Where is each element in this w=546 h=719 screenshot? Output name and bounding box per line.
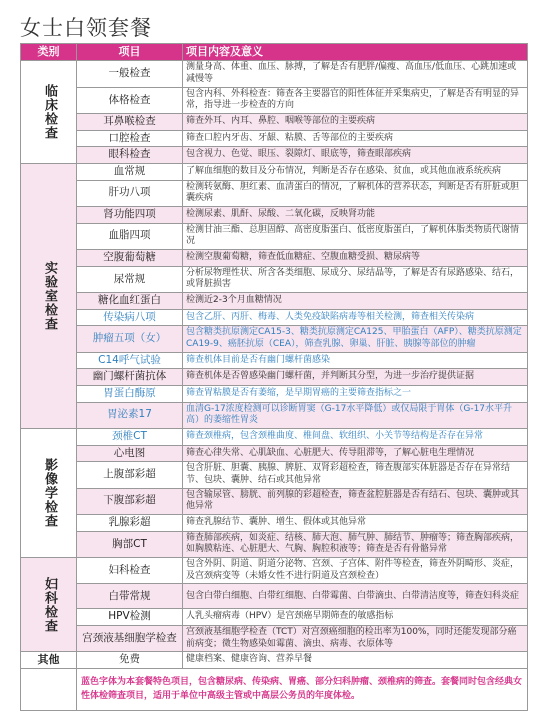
table-row [21, 206, 528, 223]
item-name: 血脂四项 [77, 223, 183, 249]
item-name: 免费 [77, 652, 183, 669]
item-name: 颈椎CT [77, 428, 183, 445]
item-desc: 包含外阴、阴道、阴道分泌物、宫颈、子宫体、附件等检查，筛查外阴畸形、炎症，及宫颈病变等（未婚女性不进行阴道及宫颈检查） [183, 558, 528, 584]
category-imaging: 影像学检查 [21, 428, 77, 557]
table-row [21, 147, 528, 164]
item-name: 体格检查 [77, 87, 183, 113]
item-name: 血常规 [77, 163, 183, 180]
table-header [21, 44, 528, 61]
page-title: 女士白领套餐 [20, 16, 152, 40]
item-name: 一般检查 [77, 61, 183, 87]
table-row [21, 61, 528, 87]
table-row [21, 326, 528, 352]
table-row [21, 609, 528, 626]
header-category: 类别 [21, 44, 77, 61]
table-row [21, 531, 528, 557]
item-name: 肝功八项 [77, 180, 183, 206]
item-desc: 检测近2-3个月血糖情况 [183, 293, 528, 310]
item-desc: 包含视力、色觉、眼压、裂隙灯、眼底等，筛查眼部疾病 [183, 147, 528, 164]
item-name: 肾功能四项 [77, 206, 183, 223]
item-name: 耳鼻喉检查 [77, 114, 183, 131]
category-other: 其他 [21, 652, 77, 669]
table-row [21, 163, 528, 180]
item-desc: 包含乙肝、丙肝、梅毒、人类免疫缺陷病毒等相关检测，筛查相关传染病 [183, 309, 528, 326]
item-desc: 检测尿素、肌酐、尿酸、二氧化碳，反映肾功能 [183, 206, 528, 223]
table-row [21, 445, 528, 462]
table-row [21, 266, 528, 292]
table-row [21, 488, 528, 514]
table-row [21, 87, 528, 113]
item-desc: 包含输尿管、膀胱、前列腺的彩超检查，筛查盆腔脏器是否有结石、包块、囊肿或其他异常 [183, 488, 528, 514]
item-name: HPV检测 [77, 609, 183, 626]
item-desc: 健康档案、健康咨询、营养早餐 [183, 652, 528, 669]
item-name: 上腹部彩超 [77, 462, 183, 488]
table-row [21, 352, 528, 369]
table-row [21, 652, 528, 669]
table-row [21, 428, 528, 445]
table-row [21, 385, 528, 402]
table-row [21, 114, 528, 131]
table-row [21, 250, 528, 267]
item-name: C14呼气试验 [77, 352, 183, 369]
item-name: 传染病八项 [77, 309, 183, 326]
item-desc: 人乳头瘤病毒（HPV）是宫颈癌早期筛查的敏感指标 [183, 609, 528, 626]
item-desc: 分析尿物理性状、所含各类细胞、尿成分、尿结晶等，了解是否有尿路感染、结石，或肾脏损害 [183, 266, 528, 292]
item-desc: 筛查机体是否曾感染幽门螺杆菌，并判断其分型，为进一步治疗提供证据 [183, 369, 528, 386]
package-note: 蓝色字体为本套餐特色项目，包含糖尿病、传染病、胃癌、部分妇科肿瘤、颈椎病的筛查。套餐同时包含经典女性体检筛查项目，适用于单位中高级主管或中高层公务员的年度体检。 [77, 669, 528, 711]
item-name: 心电图 [77, 445, 183, 462]
item-name: 妇科检查 [77, 558, 183, 584]
item-desc: 筛查口腔内牙齿、牙龈、粘膜、舌等部位的主要疾病 [183, 130, 528, 147]
item-name: 糖化血红蛋白 [77, 293, 183, 310]
item-desc: 筛查乳腺结节、囊肿、增生、假体或其他异常 [183, 515, 528, 532]
table-row [21, 293, 528, 310]
item-name: 眼科检查 [77, 147, 183, 164]
category-gyn: 妇科检查 [21, 558, 77, 652]
table-row [21, 584, 528, 609]
table-row [21, 558, 528, 584]
item-desc: 包含白带白细胞、白带红细胞、白带霉菌、白带滴虫、白带清洁度等，筛查妇科炎症 [183, 584, 528, 609]
item-desc: 包含肝脏、胆囊、胰腺、脾脏、双肾彩超检查，筛查腹部实体脏器是否存在异常结节、包块、囊肿、结石或其他异常 [183, 462, 528, 488]
category-clinical: 临床检查 [21, 61, 77, 164]
item-desc: 测量身高、体重、血压、脉搏，了解是否有肥胖/偏瘦、高血压/低血压、心跳加速或减慢等 [183, 61, 528, 87]
item-name: 宫颈液基细胞学检查 [77, 626, 183, 652]
item-name: 肿瘤五项（女） [77, 326, 183, 352]
item-desc: 筛查心律失常、心肌缺血、心脏肥大、传导阻滞等，了解心脏电生理情况 [183, 445, 528, 462]
header-item: 项目 [77, 44, 183, 61]
item-desc: 筛查机体目前是否有幽门螺杆菌感染 [183, 352, 528, 369]
item-desc: 筛查颈椎病，包含颈椎曲度、椎间盘、软组织、小关节等结构是否存在异常 [183, 428, 528, 445]
note-spacer [21, 669, 77, 711]
item-desc: 筛查外耳、内耳、鼻腔、咽喉等部位的主要疾病 [183, 114, 528, 131]
table-row [21, 309, 528, 326]
table-row [21, 130, 528, 147]
item-name: 下腹部彩超 [77, 488, 183, 514]
item-desc: 筛查胃粘膜是否有萎缩，是早期胃癌的主要筛查指标之一 [183, 385, 528, 402]
table-row [21, 180, 528, 206]
category-lab: 实验室检查 [21, 163, 77, 428]
package-table [20, 43, 528, 711]
table-row [21, 626, 528, 652]
item-name: 胃蛋白酶原 [77, 385, 183, 402]
item-name: 胃泌素17 [77, 402, 183, 428]
header-content: 项目内容及意义 [183, 44, 528, 61]
item-name: 口腔检查 [77, 130, 183, 147]
item-desc: 宫颈液基细胞学检查（TCT）对宫颈癌细胞的检出率为100%，同时还能发现部分癌前病变；微生物感染如霉菌、滴虫、病毒、衣原体等 [183, 626, 528, 652]
table-row [21, 369, 528, 386]
item-desc: 包含内科、外科检查：筛查各主要器官的阳性体征并采集病史，了解是否有明显的异常，指导进一步检查的方向 [183, 87, 528, 113]
table-row [21, 515, 528, 532]
item-name: 幽门螺杆菌抗体 [77, 369, 183, 386]
note-row [21, 669, 528, 711]
item-desc: 血清G-17浓度检测可以诊断胃窦（G-17水平降低）或仅局限于胃体（G-17水平升高）的萎缩性胃炎 [183, 402, 528, 428]
item-name: 胸部CT [77, 531, 183, 557]
table-row [21, 223, 528, 249]
item-desc: 检测转氨酶、胆红素、血清蛋白的情况，了解机体的营养状态，判断是否有肝脏或胆囊疾病 [183, 180, 528, 206]
item-desc: 检测空腹葡萄糖，筛查低血糖症、空腹血糖受损、糖尿病等 [183, 250, 528, 267]
item-desc: 筛查肺部疾病，如炎症、结核、肺大泡、肺气肿、肺结节、肿瘤等；筛查胸部疾病，如胸膜粘连、心脏肥大、气胸、胸腔积液等；筛查是否有骨骼异常 [183, 531, 528, 557]
item-name: 乳腺彩超 [77, 515, 183, 532]
table-row [21, 402, 528, 428]
item-name: 空腹葡萄糖 [77, 250, 183, 267]
table-row [21, 462, 528, 488]
item-desc: 了解血细胞的数目及分布情况，判断是否存在感染、贫血，或其他血液系统疾病 [183, 163, 528, 180]
item-name: 白带常规 [77, 584, 183, 609]
item-name: 尿常规 [77, 266, 183, 292]
item-desc: 包含糖类抗原测定CA15-3、糖类抗原测定CA125、甲胎蛋白（AFP）、糖类抗原测定CA19-9、癌胚抗原（CEA），筛查乳腺、卵巢、肝脏、胰腺等部位的肿瘤 [183, 326, 528, 352]
item-desc: 检测甘油三酯、总胆固醇、高密度脂蛋白、低密度脂蛋白，了解机体脂类物质代谢情况 [183, 223, 528, 249]
